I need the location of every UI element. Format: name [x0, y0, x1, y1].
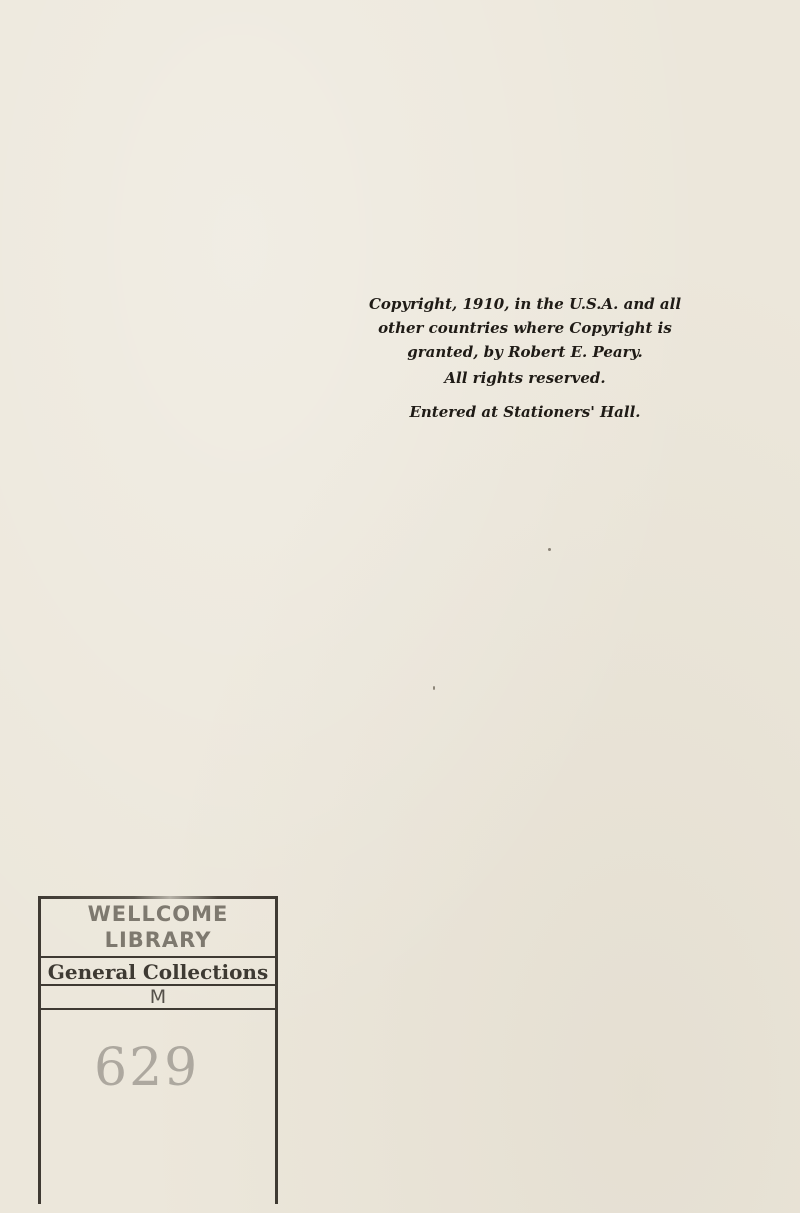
stamp-library-name: WELLCOME [87, 902, 229, 926]
paper-speck [548, 548, 551, 551]
rights-reserved: All rights reserved. [444, 369, 606, 387]
stamp-library-subtitle: LIBRARY [104, 928, 212, 952]
paper-speck [433, 686, 435, 690]
copyright-line-2: other countries where Copyright is [378, 319, 672, 337]
library-stamp-label [38, 896, 278, 1204]
stamp-classmark: M [149, 986, 167, 1008]
copyright-notice [360, 292, 690, 364]
stamp-collections: General Collections [47, 960, 269, 984]
entered-stationers-hall: Entered at Stationers' Hall. [409, 403, 641, 421]
copyright-line-1: Copyright, 1910, in the U.S.A. and all [368, 295, 682, 313]
stamp-divider [38, 1008, 278, 1010]
stamp-shelf-number: 629 [94, 1038, 200, 1098]
stamp-divider [38, 956, 278, 958]
stamp-border-top [38, 896, 278, 899]
copyright-line-3: granted, by Robert E. Peary. [407, 343, 643, 361]
